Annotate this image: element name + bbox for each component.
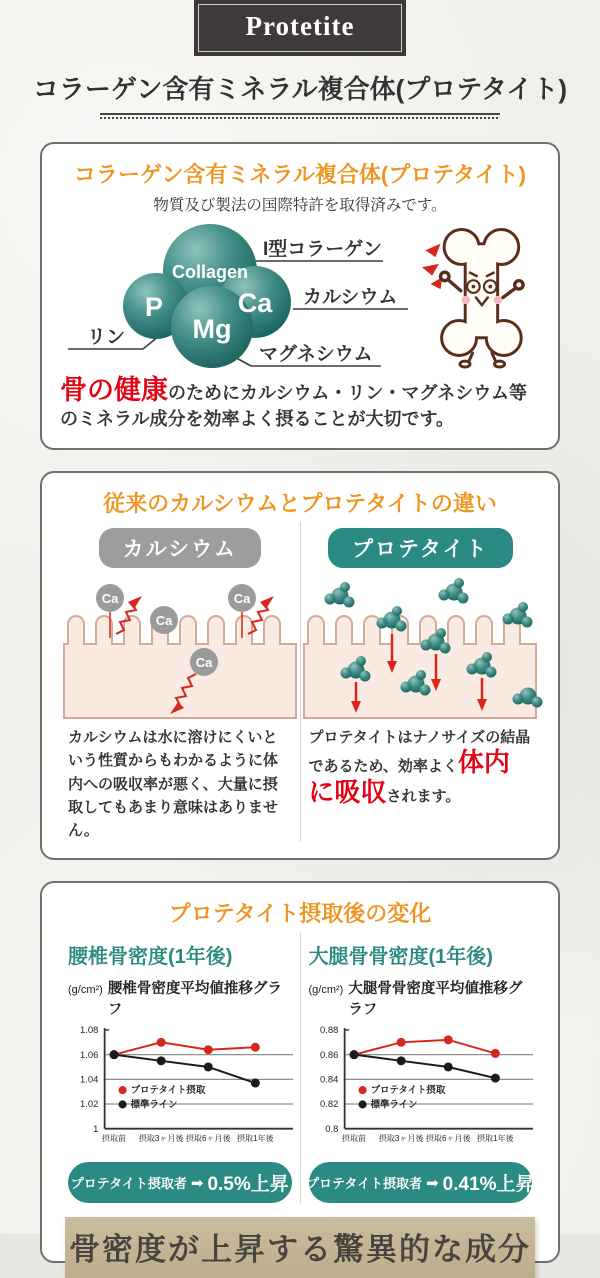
lumbar-chart-title: 腰椎骨密度(1年後) bbox=[68, 946, 233, 969]
ca-symbol: Ca bbox=[155, 613, 173, 629]
protetite-description bbox=[309, 726, 533, 808]
protetite-description-start: プロテタイトはナノサイズの結晶であるため、効率よく bbox=[308, 729, 531, 776]
bubble-p-text: P bbox=[144, 292, 164, 322]
bottom-banner bbox=[65, 1217, 535, 1278]
svg-text:摂取3ヶ月後: 摂取3ヶ月後 bbox=[379, 1134, 424, 1144]
svg-text:摂取6ヶ月後: 摂取6ヶ月後 bbox=[426, 1134, 471, 1144]
mineral-bubble-diagram bbox=[60, 219, 416, 371]
svg-text:1.02: 1.02 bbox=[79, 1098, 99, 1110]
svg-text:摂取前: 摂取前 bbox=[101, 1134, 126, 1144]
bone-character-illustration bbox=[422, 220, 540, 370]
svg-text:1: 1 bbox=[92, 1123, 99, 1135]
badge-value: 0.41%上昇 bbox=[442, 1174, 535, 1196]
label-calcium: カルシウム bbox=[303, 287, 398, 308]
bubble-mg-text: Mg bbox=[192, 314, 232, 344]
calcium-pill: カルシウム bbox=[99, 528, 261, 568]
svg-text:プロテタイト摂取: プロテタイト摂取 bbox=[130, 1084, 205, 1096]
protetite-villi-illustration bbox=[304, 578, 536, 718]
composition-summary bbox=[60, 377, 540, 432]
right-arrow-icon: ➡ bbox=[426, 1174, 439, 1192]
svg-text:標準ライン: 標準ライン bbox=[370, 1099, 418, 1111]
excitement-marks bbox=[422, 244, 442, 290]
patent-note: 物質及び製法の国際特許を取得済みです。 bbox=[153, 197, 447, 214]
badge-value: 0.5%上昇 bbox=[207, 1174, 289, 1196]
brand-header bbox=[194, 0, 406, 56]
protetite-description-end: されます。 bbox=[386, 787, 461, 805]
composition-diagram-row bbox=[60, 219, 540, 371]
svg-text:1.04: 1.04 bbox=[79, 1073, 99, 1085]
svg-text:摂取1年後: 摂取1年後 bbox=[236, 1134, 274, 1144]
ca-symbol: Ca bbox=[101, 591, 119, 607]
lumbar-chart-section bbox=[60, 932, 300, 1203]
badge-label: プロテタイト摂取者 bbox=[70, 1176, 187, 1192]
composition-summary-text: のためにカルシウム・リン・マグネシウム等のミネラル成分を効率よく摂ることが大切です。 bbox=[60, 383, 528, 430]
page-title: コラーゲン含有ミネラル複合体(プロテタイト) bbox=[32, 74, 568, 104]
calcium-villi-illustration bbox=[64, 578, 296, 718]
lumbar-bone-density-chart bbox=[63, 1021, 297, 1152]
svg-text:摂取3ヶ月後: 摂取3ヶ月後 bbox=[138, 1134, 184, 1144]
svg-text:1.08: 1.08 bbox=[79, 1024, 99, 1036]
svg-text:プロテタイト摂取: プロテタイト摂取 bbox=[370, 1084, 446, 1096]
ca-symbol: Ca bbox=[195, 655, 213, 671]
svg-text:摂取1年後: 摂取1年後 bbox=[477, 1134, 514, 1144]
label-phosphorus: リン bbox=[87, 327, 126, 348]
svg-text:標準ライン: 標準ライン bbox=[130, 1099, 178, 1111]
protetite-pill: プロテタイト bbox=[328, 528, 513, 568]
femur-bone-density-chart bbox=[303, 1021, 537, 1152]
chart-unit: (g/cm²) bbox=[308, 984, 344, 997]
svg-text:0.86: 0.86 bbox=[320, 1049, 339, 1061]
svg-text:摂取6ヶ月後: 摂取6ヶ月後 bbox=[185, 1134, 231, 1144]
badge-label: プロテタイト摂取者 bbox=[305, 1176, 423, 1192]
calcium-description: カルシウムは水に溶けにくいという性質からもわかるように体内への吸収率が悪く、大量に摂取してもあまり意味はありません。 bbox=[68, 729, 279, 840]
results-heading: プロテタイト摂取後の変化 bbox=[168, 901, 432, 927]
svg-text:1.06: 1.06 bbox=[79, 1049, 99, 1061]
chart-graph-title: 大腿骨骨密度平均値推移グラフ bbox=[348, 981, 523, 1019]
svg-text:0.84: 0.84 bbox=[320, 1073, 339, 1085]
comparison-heading: 従来のカルシウムとプロテタイトの違い bbox=[103, 491, 497, 517]
calcium-column bbox=[60, 522, 300, 842]
composition-heading: コラーゲン含有ミネラル複合体(プロテタイト) bbox=[73, 162, 526, 187]
comparison-card bbox=[40, 471, 560, 860]
svg-text:摂取前: 摂取前 bbox=[342, 1134, 367, 1144]
svg-text:0.88: 0.88 bbox=[320, 1024, 339, 1036]
ca-symbol: Ca bbox=[233, 591, 251, 607]
lumbar-result-badge bbox=[68, 1162, 292, 1203]
banner-text: 骨密度が上昇する驚異的な成分 bbox=[69, 1232, 531, 1268]
results-card bbox=[40, 881, 560, 1263]
title-divider bbox=[100, 113, 500, 121]
composition-card bbox=[40, 142, 560, 450]
femur-result-badge bbox=[305, 1162, 535, 1203]
bubble-ca-text: Ca bbox=[237, 288, 273, 318]
absorbed-highlight: 体内に吸収 bbox=[308, 747, 510, 807]
brand-name: Protetite bbox=[245, 11, 355, 41]
label-magnesium: マグネシウム bbox=[259, 344, 373, 365]
chart-graph-title: 腰椎骨密度平均値推移グラフ bbox=[107, 981, 282, 1019]
femur-chart-title: 大腿骨骨密度(1年後) bbox=[308, 946, 493, 969]
right-arrow-icon: ➡ bbox=[190, 1174, 204, 1192]
bone-health-highlight: 骨の健康 bbox=[60, 375, 168, 405]
bubble-collagen-text: Collagen bbox=[171, 262, 249, 282]
svg-text:0.82: 0.82 bbox=[320, 1098, 339, 1110]
svg-text:0.8: 0.8 bbox=[325, 1123, 339, 1135]
chart-unit: (g/cm²) bbox=[68, 984, 103, 997]
label-type1-collagen: I型コラーゲン bbox=[263, 239, 382, 260]
protetite-column bbox=[300, 522, 541, 842]
femur-chart-section bbox=[300, 932, 541, 1203]
